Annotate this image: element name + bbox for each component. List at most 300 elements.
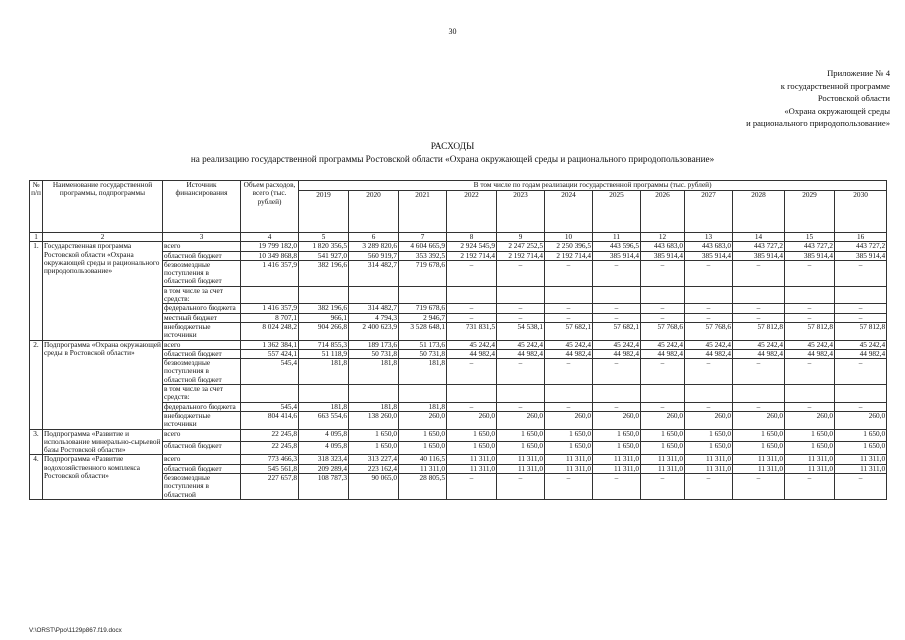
amount-cell: 57 682,1	[593, 322, 641, 340]
funding-source: внебюджетные источники	[163, 411, 241, 429]
amount-cell: –	[545, 260, 593, 286]
amount-cell: –	[733, 313, 785, 322]
amount-cell: –	[447, 402, 497, 411]
amount-cell: –	[733, 359, 785, 385]
amount-cell: 443 683,0	[685, 242, 733, 251]
amount-cell: 1 650,0	[685, 442, 733, 455]
program-name: Подпрограмма «Охрана окружающей среды в Ростовской области»	[43, 340, 163, 429]
amount-cell: 719 678,6	[399, 260, 447, 286]
amount-cell: –	[497, 304, 545, 313]
amount-cell	[733, 385, 785, 403]
header-year: 2024	[545, 191, 593, 233]
amount-cell: 731 831,5	[447, 322, 497, 340]
amount-cell: 11 311,0	[785, 455, 835, 464]
amount-cell: 2 924 545,9	[447, 242, 497, 251]
amount-cell: 1 650,0	[641, 442, 685, 455]
program-name: Государственная программа Ростовской области «Охрана окружающей среды и рационального природопользование»	[43, 242, 163, 340]
amount-cell: 1 650,0	[349, 442, 399, 455]
amount-cell: 719 678,6	[399, 304, 447, 313]
amount-cell: 714 855,3	[299, 340, 349, 349]
amount-cell: 11 311,0	[399, 464, 447, 473]
amount-cell: 181,8	[399, 402, 447, 411]
amount-cell: 260,0	[399, 411, 447, 429]
amount-cell: 260,0	[497, 411, 545, 429]
appendix-line: и рационального природопользование»	[746, 118, 890, 128]
amount-cell: 382 196,6	[299, 304, 349, 313]
amount-cell: –	[447, 359, 497, 385]
amount-cell: 45 242,4	[685, 340, 733, 349]
amount-cell: 11 311,0	[733, 455, 785, 464]
amount-cell: 560 919,7	[349, 251, 399, 260]
program-number: 4.	[30, 455, 43, 499]
amount-cell: 57 812,8	[785, 322, 835, 340]
amount-cell: –	[835, 313, 887, 322]
amount-cell	[447, 286, 497, 304]
amount-cell: 260,0	[641, 411, 685, 429]
amount-cell: –	[785, 474, 835, 500]
amount-cell: 314 482,7	[349, 304, 399, 313]
appendix-line: «Охрана окружающей среды	[784, 105, 890, 116]
amount-cell: 4 794,3	[349, 313, 399, 322]
amount-cell: 45 242,4	[641, 340, 685, 349]
amount-cell	[497, 286, 545, 304]
funding-source: всего	[163, 429, 241, 442]
amount-cell: 2 250 396,5	[545, 242, 593, 251]
amount-cell	[685, 385, 733, 403]
amount-cell: 8 707,1	[241, 313, 299, 322]
amount-cell: –	[641, 313, 685, 322]
amount-cell: 1 650,0	[685, 429, 733, 442]
amount-cell: 1 650,0	[447, 429, 497, 442]
amount-cell: –	[593, 304, 641, 313]
amount-cell	[593, 385, 641, 403]
amount-cell: 385 914,4	[733, 251, 785, 260]
funding-source: в том числе за счет средств:	[163, 286, 241, 304]
amount-cell: –	[593, 359, 641, 385]
amount-cell: 541 927,0	[299, 251, 349, 260]
amount-cell: –	[545, 402, 593, 411]
amount-cell	[593, 286, 641, 304]
amount-cell: 45 242,4	[545, 340, 593, 349]
amount-cell: –	[447, 474, 497, 500]
amount-cell: –	[685, 260, 733, 286]
amount-cell: 260,0	[733, 411, 785, 429]
amount-cell: 11 311,0	[785, 464, 835, 473]
amount-cell: 4 604 665,9	[399, 242, 447, 251]
document-title	[0, 141, 905, 165]
amount-cell: 11 311,0	[593, 455, 641, 464]
amount-cell: 385 914,4	[785, 251, 835, 260]
column-number: 13	[685, 233, 733, 242]
column-number: 7	[399, 233, 447, 242]
amount-cell: 138 260,0	[349, 411, 399, 429]
amount-cell: 11 311,0	[545, 455, 593, 464]
amount-cell: –	[641, 474, 685, 500]
column-number: 14	[733, 233, 785, 242]
amount-cell: 260,0	[447, 411, 497, 429]
page-number: 30	[448, 27, 457, 36]
program-number: 1.	[30, 242, 43, 340]
amount-cell: 45 242,4	[593, 340, 641, 349]
amount-cell	[241, 286, 299, 304]
amount-cell: 11 311,0	[835, 455, 887, 464]
amount-cell: 181,8	[299, 402, 349, 411]
amount-cell	[835, 385, 887, 403]
amount-cell: 1 650,0	[399, 442, 447, 455]
amount-cell: –	[545, 313, 593, 322]
amount-cell: –	[545, 474, 593, 500]
amount-cell: –	[685, 474, 733, 500]
amount-cell: 57 768,6	[641, 322, 685, 340]
amount-cell: 44 982,4	[545, 349, 593, 358]
amount-cell: 11 311,0	[685, 464, 733, 473]
amount-cell: –	[835, 402, 887, 411]
appendix-line: Приложение № 4	[827, 68, 890, 78]
funding-source: областной бюджет	[163, 442, 241, 455]
amount-cell: –	[733, 474, 785, 500]
amount-cell	[447, 385, 497, 403]
amount-cell: 40 116,5	[399, 455, 447, 464]
amount-cell: 385 914,4	[835, 251, 887, 260]
amount-cell: –	[685, 313, 733, 322]
amount-cell: 3 289 820,6	[349, 242, 399, 251]
amount-cell: 11 311,0	[447, 455, 497, 464]
amount-cell: 2 192 714,4	[497, 251, 545, 260]
amount-cell: 804 414,6	[241, 411, 299, 429]
amount-cell: –	[835, 304, 887, 313]
amount-cell: 108 787,3	[299, 474, 349, 500]
funding-source: областной бюджет	[163, 251, 241, 260]
amount-cell: 1 650,0	[835, 429, 887, 442]
amount-cell: 1 650,0	[349, 429, 399, 442]
column-number: 5	[299, 233, 349, 242]
column-number: 9	[497, 233, 545, 242]
amount-cell: 2 247 252,5	[497, 242, 545, 251]
amount-cell: 11 311,0	[497, 455, 545, 464]
amount-cell: 2 400 623,9	[349, 322, 399, 340]
amount-cell: 3 528 648,1	[399, 322, 447, 340]
amount-cell: 313 227,4	[349, 455, 399, 464]
amount-cell: 260,0	[685, 411, 733, 429]
amount-cell: –	[593, 474, 641, 500]
amount-cell: 1 650,0	[733, 429, 785, 442]
amount-cell: 189 173,6	[349, 340, 399, 349]
amount-cell: 22 245,8	[241, 442, 299, 455]
amount-cell: 19 799 182,0	[241, 242, 299, 251]
column-number: 6	[349, 233, 399, 242]
column-number: 11	[593, 233, 641, 242]
amount-cell: 353 392,5	[399, 251, 447, 260]
amount-cell: 90 065,0	[349, 474, 399, 500]
amount-cell: 11 311,0	[641, 455, 685, 464]
amount-cell: 1 650,0	[497, 429, 545, 442]
amount-cell: 181,8	[299, 359, 349, 385]
funding-source: областной бюджет	[163, 464, 241, 473]
amount-cell: 314 482,7	[349, 260, 399, 286]
amount-cell: 385 914,4	[641, 251, 685, 260]
header-year: 2022	[447, 191, 497, 233]
amount-cell	[641, 385, 685, 403]
header-volume: Объем расходов, всего (тыс. рублей)	[241, 181, 299, 233]
amount-cell	[733, 286, 785, 304]
amount-cell: 50 731,8	[399, 349, 447, 358]
amount-cell: 57 812,8	[733, 322, 785, 340]
amount-cell: 443 683,0	[641, 242, 685, 251]
amount-cell: 181,8	[349, 359, 399, 385]
amount-cell: 223 162,4	[349, 464, 399, 473]
amount-cell: 2 192 714,4	[545, 251, 593, 260]
amount-cell: 4 095,8	[299, 429, 349, 442]
column-number: 10	[545, 233, 593, 242]
amount-cell: –	[447, 304, 497, 313]
funding-source: федерального бюджета	[163, 304, 241, 313]
amount-cell: 663 554,6	[299, 411, 349, 429]
amount-cell	[785, 385, 835, 403]
amount-cell: 11 311,0	[447, 464, 497, 473]
amount-cell: 545,4	[241, 402, 299, 411]
amount-cell: 1 820 356,5	[299, 242, 349, 251]
amount-cell: 11 311,0	[545, 464, 593, 473]
amount-cell: 44 982,4	[593, 349, 641, 358]
amount-cell: 1 650,0	[785, 429, 835, 442]
amount-cell: 1 650,0	[447, 442, 497, 455]
amount-cell: –	[835, 359, 887, 385]
amount-cell: 1 650,0	[593, 429, 641, 442]
amount-cell: –	[733, 304, 785, 313]
table-row	[30, 340, 887, 349]
amount-cell: 11 311,0	[641, 464, 685, 473]
amount-cell: 51 118,9	[299, 349, 349, 358]
amount-cell	[785, 286, 835, 304]
header-year: 2027	[685, 191, 733, 233]
amount-cell: 1 416 357,9	[241, 304, 299, 313]
program-name: Подпрограмма «Развитие и использование минерально-сырьевой базы Ростовской области»	[43, 429, 163, 455]
amount-cell: 2 192 714,4	[447, 251, 497, 260]
amount-cell: 443 596,5	[593, 242, 641, 251]
amount-cell: 44 982,4	[447, 349, 497, 358]
funding-source: безвозмездные поступления в областной бюджет	[163, 260, 241, 286]
amount-cell: –	[835, 474, 887, 500]
header-year: 2020	[349, 191, 399, 233]
amount-cell: –	[497, 359, 545, 385]
amount-cell: –	[447, 313, 497, 322]
amount-cell: –	[785, 359, 835, 385]
table-row	[30, 455, 887, 464]
amount-cell: 44 982,4	[497, 349, 545, 358]
amount-cell: 209 289,4	[299, 464, 349, 473]
funding-source: безвозмездные поступления в областной бюджет	[163, 359, 241, 385]
amount-cell: 11 311,0	[497, 464, 545, 473]
amount-cell: –	[685, 359, 733, 385]
amount-cell: 1 650,0	[785, 442, 835, 455]
file-path-footer: V:\ORST\Ppo\1129p867.f19.docx	[29, 627, 122, 634]
amount-cell: 1 416 357,9	[241, 260, 299, 286]
funding-source: местный бюджет	[163, 313, 241, 322]
amount-cell	[241, 385, 299, 403]
amount-cell	[349, 385, 399, 403]
amount-cell: 2 946,7	[399, 313, 447, 322]
header-source: Источник финансирования	[163, 181, 241, 233]
header-num: № п/п	[30, 181, 43, 233]
amount-cell: –	[785, 313, 835, 322]
amount-cell: 1 650,0	[545, 442, 593, 455]
amount-cell: 54 538,1	[497, 322, 545, 340]
amount-cell: 1 650,0	[545, 429, 593, 442]
amount-cell: 11 311,0	[835, 464, 887, 473]
amount-cell: 181,8	[349, 402, 399, 411]
amount-cell: –	[447, 260, 497, 286]
amount-cell: 50 731,8	[349, 349, 399, 358]
funding-source: в том числе за счет средств:	[163, 385, 241, 403]
amount-cell: 45 242,4	[835, 340, 887, 349]
amount-cell	[641, 286, 685, 304]
amount-cell: 260,0	[545, 411, 593, 429]
header-year: 2028	[733, 191, 785, 233]
amount-cell: 1 650,0	[593, 442, 641, 455]
amount-cell: 260,0	[835, 411, 887, 429]
amount-cell: 11 311,0	[733, 464, 785, 473]
header-year: 2023	[497, 191, 545, 233]
column-number: 4	[241, 233, 299, 242]
amount-cell: –	[497, 260, 545, 286]
amount-cell: –	[641, 359, 685, 385]
amount-cell	[399, 286, 447, 304]
amount-cell	[399, 385, 447, 403]
header-year: 2019	[299, 191, 349, 233]
amount-cell: 44 982,4	[785, 349, 835, 358]
amount-cell: 260,0	[593, 411, 641, 429]
title-sub: на реализацию государственной программы Ростовской области «Охрана окружающей среды и рационального природопользование»	[190, 154, 715, 164]
amount-cell: –	[685, 402, 733, 411]
amount-cell: 57 812,8	[835, 322, 887, 340]
amount-cell: –	[593, 260, 641, 286]
amount-cell: 545 561,8	[241, 464, 299, 473]
funding-source: областной бюджет	[163, 349, 241, 358]
amount-cell: 45 242,4	[497, 340, 545, 349]
column-number: 16	[835, 233, 887, 242]
header-year: 2029	[785, 191, 835, 233]
amount-cell	[299, 286, 349, 304]
amount-cell	[299, 385, 349, 403]
amount-cell: –	[785, 304, 835, 313]
amount-cell: –	[835, 260, 887, 286]
amount-cell: –	[785, 402, 835, 411]
amount-cell: 443 727,2	[835, 242, 887, 251]
amount-cell: 1 650,0	[497, 442, 545, 455]
appendix-line: Ростовской области	[817, 93, 890, 103]
amount-cell	[497, 385, 545, 403]
amount-cell: 57 768,6	[685, 322, 733, 340]
amount-cell: 4 095,8	[299, 442, 349, 455]
amount-cell: 382 196,6	[299, 260, 349, 286]
amount-cell	[545, 286, 593, 304]
amount-cell: –	[545, 304, 593, 313]
amount-cell: –	[545, 359, 593, 385]
amount-cell: 1 650,0	[399, 429, 447, 442]
amount-cell: –	[497, 402, 545, 411]
amount-cell: –	[733, 260, 785, 286]
amount-cell: –	[497, 313, 545, 322]
column-number: 8	[447, 233, 497, 242]
amount-cell: –	[641, 402, 685, 411]
amount-cell: –	[785, 260, 835, 286]
amount-cell: 44 982,4	[685, 349, 733, 358]
amount-cell: 443 727,2	[785, 242, 835, 251]
program-name: Подпрограмма «Развитие водохозяйственного комплекса Ростовской области»	[43, 455, 163, 499]
amount-cell: –	[497, 474, 545, 500]
amount-cell: 8 024 248,2	[241, 322, 299, 340]
amount-cell: 44 982,4	[733, 349, 785, 358]
amount-cell: 385 914,4	[685, 251, 733, 260]
amount-cell: 45 242,4	[785, 340, 835, 349]
appendix-line: к государственной программе	[780, 80, 890, 91]
column-number: 1	[30, 233, 43, 242]
funding-source: федерального бюджета	[163, 402, 241, 411]
amount-cell: –	[641, 260, 685, 286]
table-row	[30, 429, 887, 442]
amount-cell: 260,0	[785, 411, 835, 429]
funding-source: безвозмездные поступления в областной	[163, 474, 241, 500]
header-year: 2026	[641, 191, 685, 233]
amount-cell: 11 311,0	[593, 464, 641, 473]
amount-cell: 557 424,1	[241, 349, 299, 358]
column-number: 12	[641, 233, 685, 242]
amount-cell: 443 727,2	[733, 242, 785, 251]
amount-cell: 51 173,6	[399, 340, 447, 349]
amount-cell: 773 466,3	[241, 455, 299, 464]
amount-cell: 45 242,4	[733, 340, 785, 349]
amount-cell: 44 982,4	[641, 349, 685, 358]
amount-cell: 1 650,0	[641, 429, 685, 442]
amount-cell: 227 657,8	[241, 474, 299, 500]
amount-cell: 1 650,0	[733, 442, 785, 455]
program-number: 3.	[30, 429, 43, 455]
amount-cell: 1 650,0	[835, 442, 887, 455]
amount-cell: 904 266,8	[299, 322, 349, 340]
amount-cell: 318 323,4	[299, 455, 349, 464]
amount-cell: 57 682,1	[545, 322, 593, 340]
appendix-block	[630, 67, 890, 130]
amount-cell: 45 242,4	[447, 340, 497, 349]
column-number: 15	[785, 233, 835, 242]
amount-cell: –	[593, 402, 641, 411]
amount-cell: 545,4	[241, 359, 299, 385]
column-number: 3	[163, 233, 241, 242]
amount-cell	[835, 286, 887, 304]
expenses-table	[29, 180, 887, 500]
header-year: 2021	[399, 191, 447, 233]
table-row	[30, 242, 887, 251]
program-number: 2.	[30, 340, 43, 429]
header-year: 2030	[835, 191, 887, 233]
funding-source: внебюджетные источники	[163, 322, 241, 340]
amount-cell	[349, 286, 399, 304]
header-year: 2025	[593, 191, 641, 233]
amount-cell: 11 311,0	[685, 455, 733, 464]
amount-cell: 44 982,4	[835, 349, 887, 358]
amount-cell: –	[733, 402, 785, 411]
amount-cell: 385 914,4	[593, 251, 641, 260]
funding-source: всего	[163, 455, 241, 464]
amount-cell: 181,8	[399, 359, 447, 385]
amount-cell: –	[685, 304, 733, 313]
funding-source: всего	[163, 242, 241, 251]
header-name: Наименование государственной программы, подпрограммы	[43, 181, 163, 233]
amount-cell: 1 362 384,1	[241, 340, 299, 349]
amount-cell: –	[593, 313, 641, 322]
funding-source: всего	[163, 340, 241, 349]
column-number: 2	[43, 233, 163, 242]
